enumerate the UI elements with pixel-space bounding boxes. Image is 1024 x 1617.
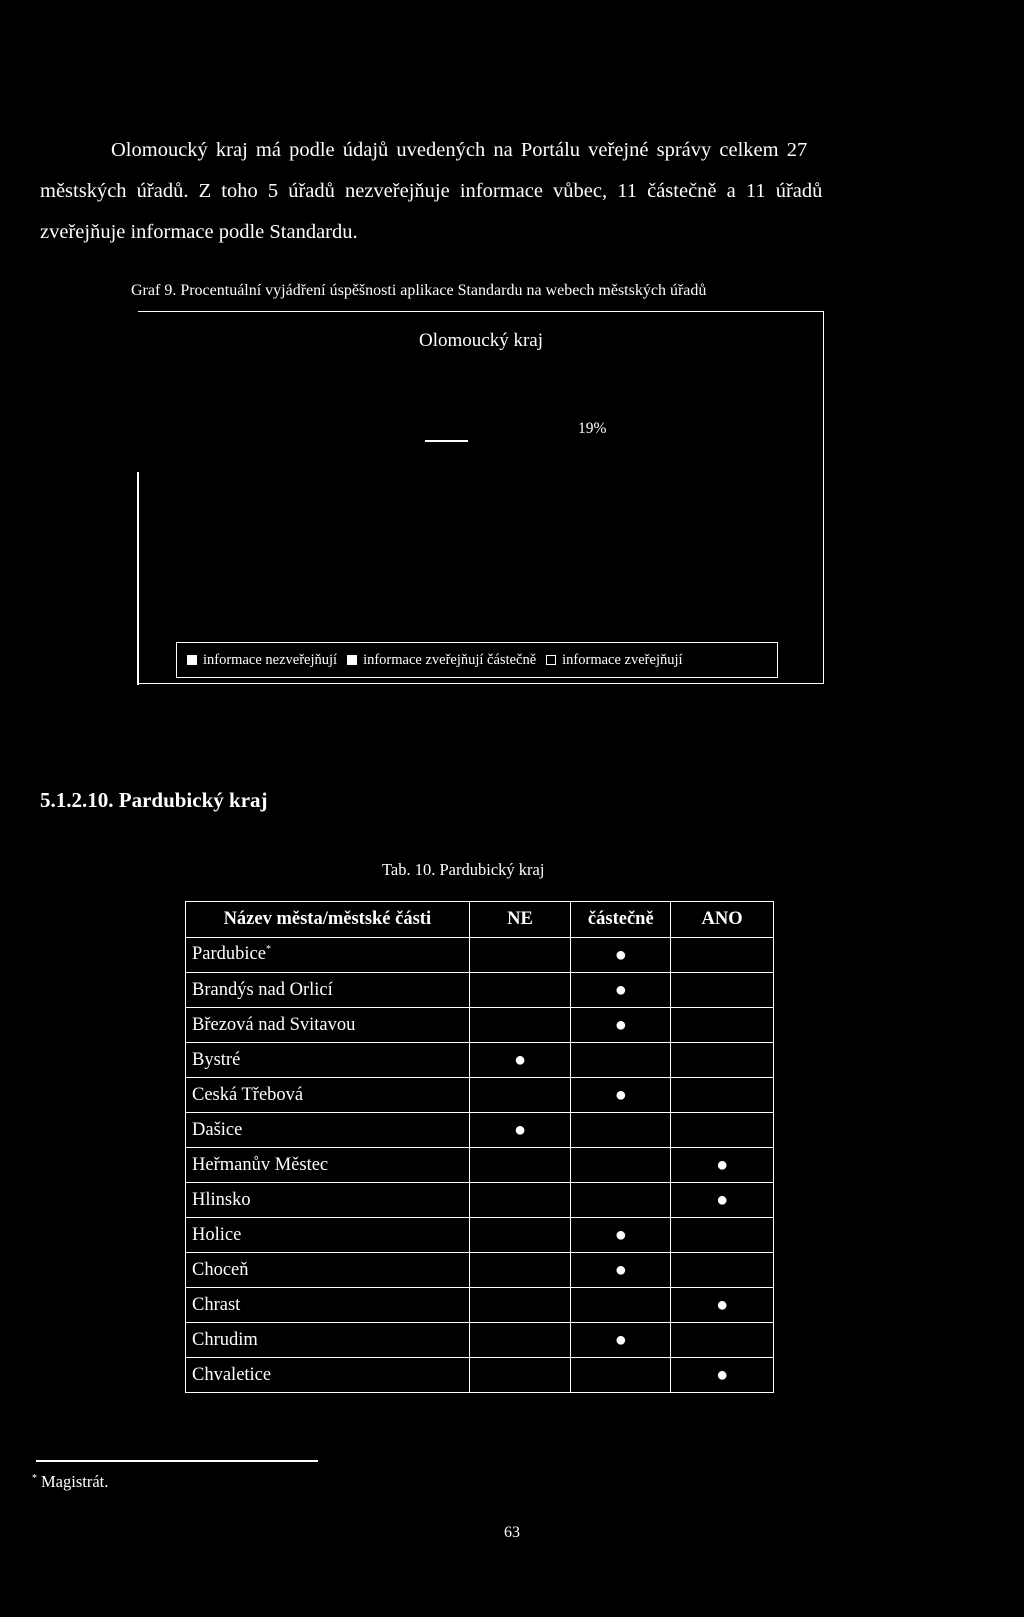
cell-city-name <box>186 1253 470 1288</box>
paragraph-line-1: Olomoucký kraj má podle údajů uvedených na Portálu veřejné správy celkem 27 <box>111 139 808 161</box>
city-name: Chrast <box>192 1294 241 1315</box>
chart-frame <box>138 311 824 684</box>
legend-swatch-filled <box>187 655 197 665</box>
cell-city-name <box>186 1008 470 1043</box>
cell-ne: ● <box>469 1113 571 1148</box>
cell-ano: ● <box>671 1358 774 1393</box>
cell-city-name <box>186 1148 470 1183</box>
legend-swatch-outline <box>546 655 556 665</box>
city-name: Choceň <box>192 1259 249 1280</box>
column-header-name: Název města/městské části <box>186 902 470 938</box>
cell-castecne: ● <box>571 1253 671 1288</box>
cell-castecne <box>571 1043 671 1078</box>
cell-ano <box>671 973 774 1008</box>
cell-ne <box>469 938 571 973</box>
table-row <box>186 1008 774 1043</box>
cell-ne <box>469 1358 571 1393</box>
cell-city-name <box>186 938 470 973</box>
cell-ano <box>671 938 774 973</box>
cell-city-name <box>186 1288 470 1323</box>
table-row <box>186 973 774 1008</box>
cell-city-name <box>186 973 470 1008</box>
column-header-ne: NE <box>469 902 571 938</box>
column-header-castecne: částečně <box>571 902 671 938</box>
footnote <box>32 1472 108 1492</box>
cell-castecne: ● <box>571 1218 671 1253</box>
pie-label-leader-line <box>425 440 468 442</box>
cell-city-name <box>186 1113 470 1148</box>
column-header-ano: ANO <box>671 902 774 938</box>
cell-castecne: ● <box>571 1323 671 1358</box>
footnote-separator <box>36 1460 318 1462</box>
cell-ano: ● <box>671 1183 774 1218</box>
city-name: Holice <box>192 1224 242 1245</box>
cell-castecne <box>571 1183 671 1218</box>
city-name: Brandýs nad Orlicí <box>192 979 333 1000</box>
cell-city-name <box>186 1043 470 1078</box>
legend-label: informace nezveřejňují <box>203 651 338 668</box>
cell-ano <box>671 1008 774 1043</box>
table-row <box>186 1148 774 1183</box>
city-name: Ceská Třebová <box>192 1084 304 1105</box>
cell-city-name <box>186 1323 470 1358</box>
cell-ne: ● <box>469 1043 571 1078</box>
section-heading: 5.1.2.10. Pardubický kraj <box>40 788 268 812</box>
cell-castecne <box>571 1288 671 1323</box>
table-row <box>186 1078 774 1113</box>
cell-ne <box>469 1288 571 1323</box>
city-name: Chrudim <box>192 1329 258 1350</box>
cell-ano <box>671 1043 774 1078</box>
legend-item-zverejnuji <box>546 652 682 669</box>
cell-ne <box>469 1218 571 1253</box>
cell-castecne: ● <box>571 1008 671 1043</box>
table-row <box>186 938 774 973</box>
pie-percentage-label: 19% <box>578 420 607 437</box>
chart-legend <box>176 642 778 678</box>
city-name: Hlinsko <box>192 1189 251 1210</box>
cell-ne <box>469 1008 571 1043</box>
table-row <box>186 1183 774 1218</box>
cell-city-name <box>186 1358 470 1393</box>
table-row <box>186 1253 774 1288</box>
city-name: Chvaletice <box>192 1364 272 1385</box>
table-caption: Tab. 10. Pardubický kraj <box>382 860 545 879</box>
city-name: Heřmanův Městec <box>192 1154 329 1175</box>
city-name: Bystré <box>192 1049 241 1070</box>
cell-castecne <box>571 1148 671 1183</box>
cell-castecne <box>571 1358 671 1393</box>
city-name: Dašice <box>192 1119 243 1140</box>
cell-castecne: ● <box>571 1078 671 1113</box>
footnote-mark: * <box>32 1472 37 1484</box>
legend-item-nezverejnuji <box>187 652 337 669</box>
table-row <box>186 1043 774 1078</box>
cell-ano <box>671 1113 774 1148</box>
city-name: Pardubice <box>192 944 266 965</box>
cell-ne <box>469 1078 571 1113</box>
table-row <box>186 1113 774 1148</box>
city-name: Březová nad Svitavou <box>192 1014 356 1035</box>
cell-city-name <box>186 1078 470 1113</box>
page-number: 63 <box>504 1524 520 1541</box>
figure-caption: Graf 9. Procentuální vyjádření úspěšnosti aplikace Standardu na webech městských úřadů <box>131 282 707 299</box>
cell-ano <box>671 1253 774 1288</box>
legend-label: informace zveřejňují částečně <box>363 651 537 668</box>
cell-ne <box>469 1183 571 1218</box>
cell-ano: ● <box>671 1148 774 1183</box>
footnote-reference-mark: * <box>265 944 271 956</box>
cell-ne <box>469 973 571 1008</box>
table-row <box>186 1288 774 1323</box>
table-row <box>186 1218 774 1253</box>
chart-frame-left-edge <box>137 472 139 685</box>
cell-ano: ● <box>671 1288 774 1323</box>
cell-castecne: ● <box>571 973 671 1008</box>
cell-city-name <box>186 1183 470 1218</box>
paragraph-line-3: zveřejňuje informace podle Standardu. <box>40 221 358 243</box>
cell-castecne: ● <box>571 938 671 973</box>
table-header-row <box>186 902 774 938</box>
table-row <box>186 1358 774 1393</box>
legend-label: informace zveřejňují <box>562 651 683 668</box>
chart-title: Olomoucký kraj <box>418 330 543 351</box>
cell-ne <box>469 1323 571 1358</box>
table-row <box>186 1323 774 1358</box>
cell-ano <box>671 1078 774 1113</box>
paragraph-line-2: městských úřadů. Z toho 5 úřadů nezveřejňuje informace vůbec, 11 částečně a 11 úřadů <box>40 180 823 202</box>
legend-item-castecne <box>347 652 536 669</box>
legend-swatch-filled <box>347 655 357 665</box>
cell-city-name <box>186 1218 470 1253</box>
data-table <box>185 901 774 1393</box>
cell-ano <box>671 1218 774 1253</box>
cell-ano <box>671 1323 774 1358</box>
cell-ne <box>469 1253 571 1288</box>
cell-ne <box>469 1148 571 1183</box>
cell-castecne <box>571 1113 671 1148</box>
footnote-text: Magistrát. <box>41 1472 109 1491</box>
